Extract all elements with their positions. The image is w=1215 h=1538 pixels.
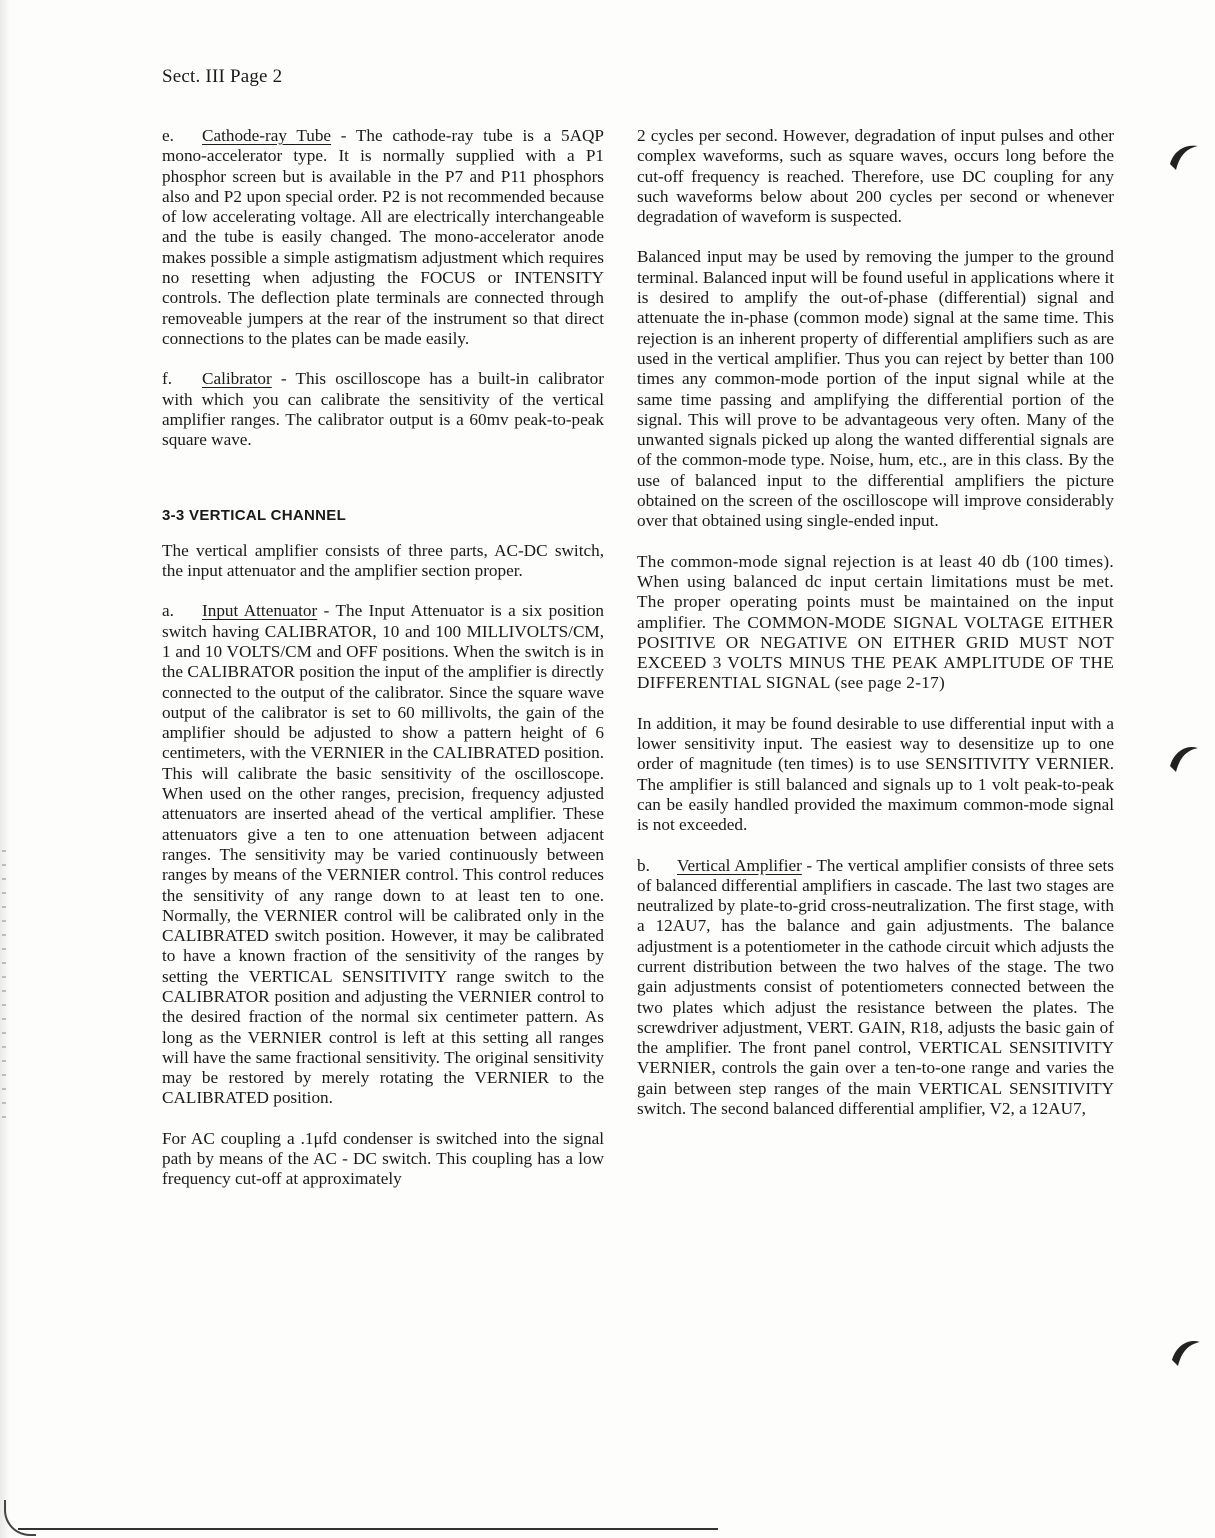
item-vertical-amplifier	[637, 856, 1114, 1120]
item-title: Cathode-ray Tube	[202, 126, 332, 145]
right-column	[637, 126, 1114, 1139]
item-label: e.	[162, 126, 174, 145]
paragraph-addition: In addition, it may be found desirable to use differential input with a lower sensitivity input. The easiest way to desensitize up to one order of magnitude (ten times) is to use SENSITIVITY VERNIER. The amplifier is still balanced and signals up to 1 volt peak-to-peak can be easily handled provided the maximum common-mode signal is not exceeded.	[637, 713, 1114, 835]
scan-bottom-line	[18, 1528, 718, 1530]
section-label: Sect. III	[162, 66, 225, 87]
paragraph-intro: The vertical amplifier consists of three parts, AC-DC switch, the input attenuator and the amplifier section proper.	[162, 540, 604, 581]
item-title: Vertical Amplifier	[677, 855, 802, 875]
item-label: f.	[162, 369, 173, 389]
item-calibrator	[162, 369, 604, 450]
paragraph-ac-coupling: For AC coupling a .1μfd condenser is switched into the signal path by means of the AC - DC switch. This coupling has a low frequency cut-off at approximately	[162, 1128, 604, 1189]
item-input-attenuator	[162, 601, 604, 1108]
item-text: - The vertical amplifier consists of three sets of balanced differential amplifiers in cascade. The last two stages are neutralized by plate-to-grid cross-neutralization. The first stage, with a 12AU7, has the balance and gain adjustments. The balance adjustment is a potentiometer in the cathode circuit which adjusts the current distribution between the two halves of the stage. The two gain adjustments consist of potentiometers connected between the two plates which adjust the resistance between the plates. The screwdriver adjustment, VERT. GAIN, R18, adjusts the basic gain of the amplifier. The front panel control, VERTICAL SENSITIVITY VERNIER, controls the gain over a ten-to-one range and varies the gain between step ranges of the main VERTICAL SENSITIVITY switch. The second balanced differential amplifier, V2, a 12AU7,	[637, 855, 1114, 1119]
paragraph-common-mode: The common-mode signal rejection is at least 40 db (100 times). When using balanced dc input certain limitations must be met. The proper operating points must be maintained on the input amplifier. The COMMON-MODE SIGNAL VOLTAGE EITHER POSITIVE OR NEGATIVE ON EITHER GRID MUST NOT EXCEED 3 VOLTS MINUS THE PEAK AMPLITUDE OF THE DIFFERENTIAL SIGNAL (see page 2-17)	[637, 551, 1114, 693]
scan-edge-marks	[2, 850, 6, 1120]
item-label: b.	[637, 855, 650, 875]
binder-hole-mark-icon	[1168, 140, 1200, 174]
section-heading: 3-3 VERTICAL CHANNEL	[162, 507, 347, 525]
binder-edge-shadow	[0, 0, 10, 1538]
paragraph-continuation: 2 cycles per second. However, degradation of input pulses and other complex waveforms, such as square waves, occurs long before the cut-off frequency is reached. Therefore, use DC coupling for any such waveforms below about 200 cycles per second or whenever degradation of waveform is suspected.	[637, 126, 1114, 227]
paragraph-balanced-input: Balanced input may be used by removing the jumper to the ground terminal. Balanced input will be found useful in applications where it is desired to amplify the out-of-phase (differential) signal and attenuate the in-phase (common mode) signal at the same time. This rejection is an inherent property of differential amplifiers such as are used in the vertical amplifier. Thus you can reject by better than 100 times any common-mode portion of the input signal while at the same time passing and amplifying the differential portion of the signal. This will prove to be advantageous very often. Many of the unwanted signals picked up along the wanted differential signals are of the common-mode type. Noise, hum, etc., are in this class. By the use of balanced input to the differential amplifiers the picture obtained on the screen of the oscilloscope will improve considerably over that obtained using single-ended input.	[637, 247, 1114, 531]
item-title: Calibrator	[202, 369, 272, 389]
page-header	[162, 66, 282, 88]
item-title: Input Attenuator	[202, 601, 318, 621]
binder-hole-mark-icon	[1170, 1336, 1202, 1370]
item-cathode-ray-tube	[162, 126, 604, 349]
left-column	[162, 126, 604, 1210]
binder-hole-mark-icon	[1168, 740, 1200, 774]
item-label: a.	[162, 601, 174, 621]
item-text: - The Input Attenuator is a six position switch having CALIBRATOR, 10 and 100 MILLIVOLTS/CM, 1 and 10 VOLTS/CM and OFF positions. When the switch is in the CALIBRATOR position the input of the amplifier is directly connected to the output of the calibrator. Since the square wave output of the calibrator is set to 60 millivolts, the gain of the amplifier should be adjusted to show a pattern height of 6 centimeters, with the VERNIER in the CALIBRATED position. This will calibrate the basic sensitivity of the oscilloscope. When used on the other ranges, precision, frequency adjusted attenuators are inserted ahead of the vertical amplifier. These attenuators give a ten to one attenuation between adjacent ranges. The sensitivity may be varied continuously between ranges by means of the VERNIER control. This control reduces the sensitivity of any range down to at least ten to one. Normally, the VERNIER control will be calibrated only in the CALIBRATED switch position. However, it may be calibrated to have a known fraction of the sensitivity of the ranges by setting the VERTICAL SENSITIVITY range switch to the CALIBRATOR position and adjusting the VERNIER control to the desired fraction of the normal six centimeter pattern. As long as the VERNIER control is left at this setting all ranges will have the same fractional sensitivity. The original sensitivity may be restored by merely rotating the VERNIER to the CALIBRATED position.	[162, 601, 604, 1108]
item-text: - This oscilloscope has a built-in calibrator with which you can calibrate the sensitivity of the vertical amplifier ranges. The calibrator output is a 60mv peak-to-peak square wave.	[162, 369, 604, 450]
page-number: Page 2	[229, 66, 283, 87]
item-text: - The cathode-ray tube is a 5AQP mono-accelerator type. It is normally supplied with a P1 phosphor screen but is available in the P7 and P11 phosphors also and P2 upon special order. P2 is not recommended because of low accelerating voltage. All are electrically interchangeable and the tube is easily changed. The mono-accelerator anode makes possible a simple astigmatism adjustment which requires no resetting when adjusting the FOCUS or INTENSITY controls. The deflection plate terminals are connected through removeable jumpers at the rear of the instrument so that direct connections to the plates can be made easily.	[162, 126, 604, 348]
